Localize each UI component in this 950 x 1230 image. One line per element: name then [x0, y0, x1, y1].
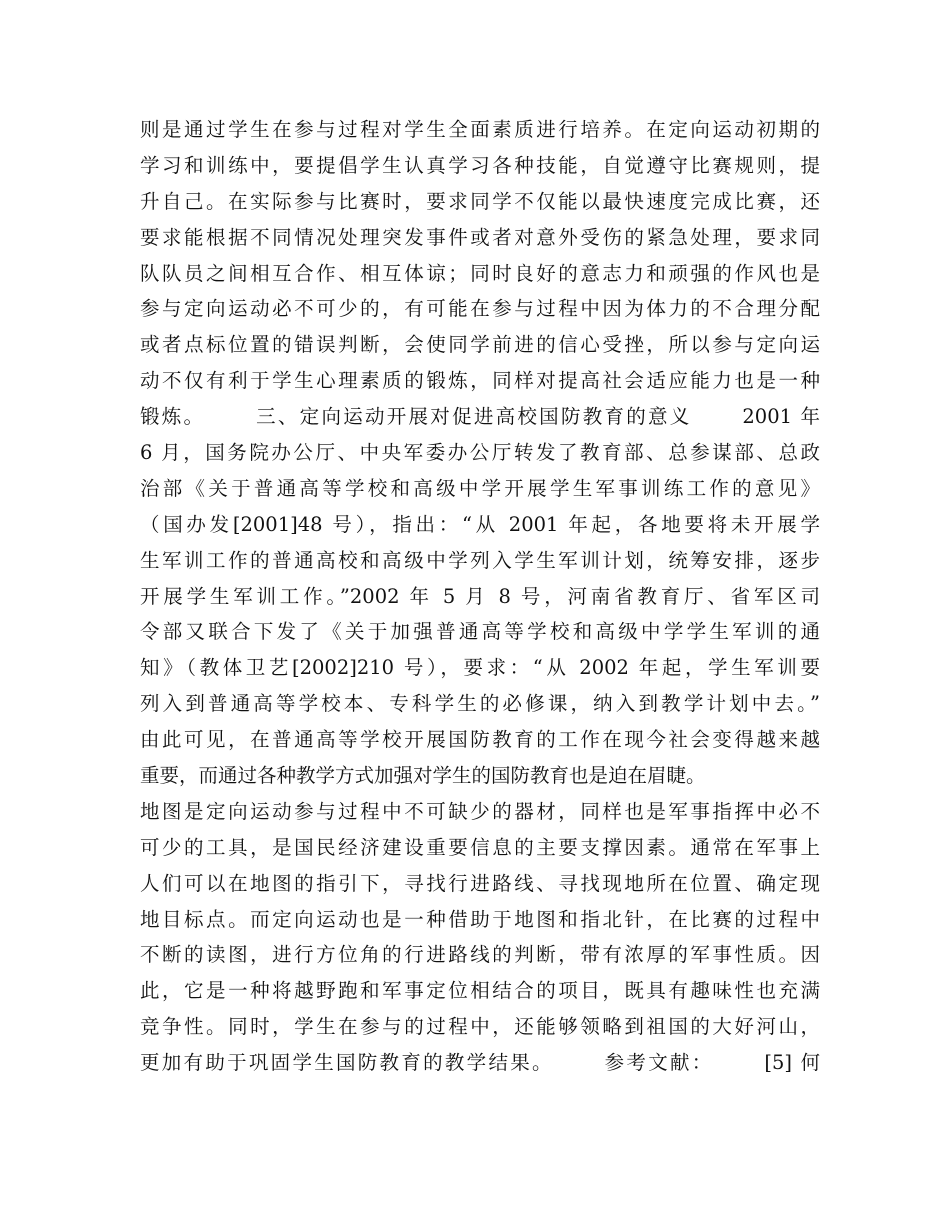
text-line: 竞争性。同时，学生在参与的过程中，还能够领略到祖国的大好河山， [140, 1015, 820, 1039]
text-line: 生军训工作的普通高校和高级中学列入学生军训计划，统筹安排，逐步 [140, 548, 820, 572]
text-line: 由此可见，在普通高等学校开展国防教育的工作在现今社会变得越来越 [140, 728, 820, 752]
text-line: 人们可以在地图的指引下，寻找行进路线、寻找现地所在位置、确定现 [140, 871, 820, 895]
text-line: 不断的读图，进行方位角的行进路线的判断，带有浓厚的军事性质。因 [140, 943, 820, 967]
text-line: （国办发[2001]48 号），指出：“从 2001 年起，各地要将未开展学 [140, 512, 820, 536]
text-line: 6 月，国务院办公厅、中央军委办公厅转发了教育部、总参谋部、总政 [140, 441, 820, 465]
text-line: 动不仅有利于学生心理素质的锻炼，同样对提高社会适应能力也是一种 [140, 369, 820, 393]
text-line: 此，它是一种将越野跑和军事定位相结合的项目，既具有趣味性也充满 [140, 979, 820, 1003]
text-line: 要求能根据不同情况处理突发事件或者对意外受伤的紧急处理，要求同 [140, 225, 820, 249]
text-line: 令部又联合下发了《关于加强普通高等学校和高级中学学生军训的通 [140, 620, 820, 644]
text-line: 学习和训练中，要提倡学生认真学习各种技能，自觉遵守比赛规则，提 [140, 153, 820, 177]
text-line: 锻炼。 三、定向运动开展对促进高校国防教育的意义 2001 年 [140, 405, 820, 429]
text-line: 队队员之间相互合作、相互体谅；同时良好的意志力和顽强的作风也是 [140, 261, 820, 285]
text-line: 地目标点。而定向运动也是一种借助于地图和指北针，在比赛的过程中 [140, 907, 820, 931]
text-line: 或者点标位置的错误判断，会使同学前进的信心受挫，所以参与定向运 [140, 333, 820, 357]
text-line: 地图是定向运动参与过程中不可缺少的器材，同样也是军事指挥中必不 [140, 799, 820, 823]
body-text [140, 112, 820, 1081]
text-line: 重要，而通过各种教学方式加强对学生的国防教育也是迫在眉睫。 [140, 764, 706, 788]
text-line: 开展学生军训工作。”2002 年 5 月 8 号，河南省教育厅、省军区司 [140, 584, 820, 608]
text-line: 列入到普通高等学校本、专科学生的必修课，纳入到教学计划中去。” [140, 692, 820, 716]
text-line: 知》（教体卫艺[2002]210 号），要求：“从 2002 年起，学生军训要 [140, 656, 820, 680]
text-line: 参与定向运动必不可少的，有可能在参与过程中因为体力的不合理分配 [140, 297, 820, 321]
text-line: 更加有助于巩固学生国防教育的教学结果。 参考文献： [5] 何 [140, 1051, 820, 1075]
text-line: 则是通过学生在参与过程对学生全面素质进行培养。在定向运动初期的 [140, 118, 820, 141]
text-line: 可少的工具，是国民经济建设重要信息的主要支撑因素。通常在军事上 [140, 835, 820, 859]
text-line: 升自己。在实际参与比赛时，要求同学不仅能以最快速度完成比赛，还 [140, 189, 820, 213]
text-line: 治部《关于普通高等学校和高级中学开展学生军事训练工作的意见》 [140, 476, 820, 500]
